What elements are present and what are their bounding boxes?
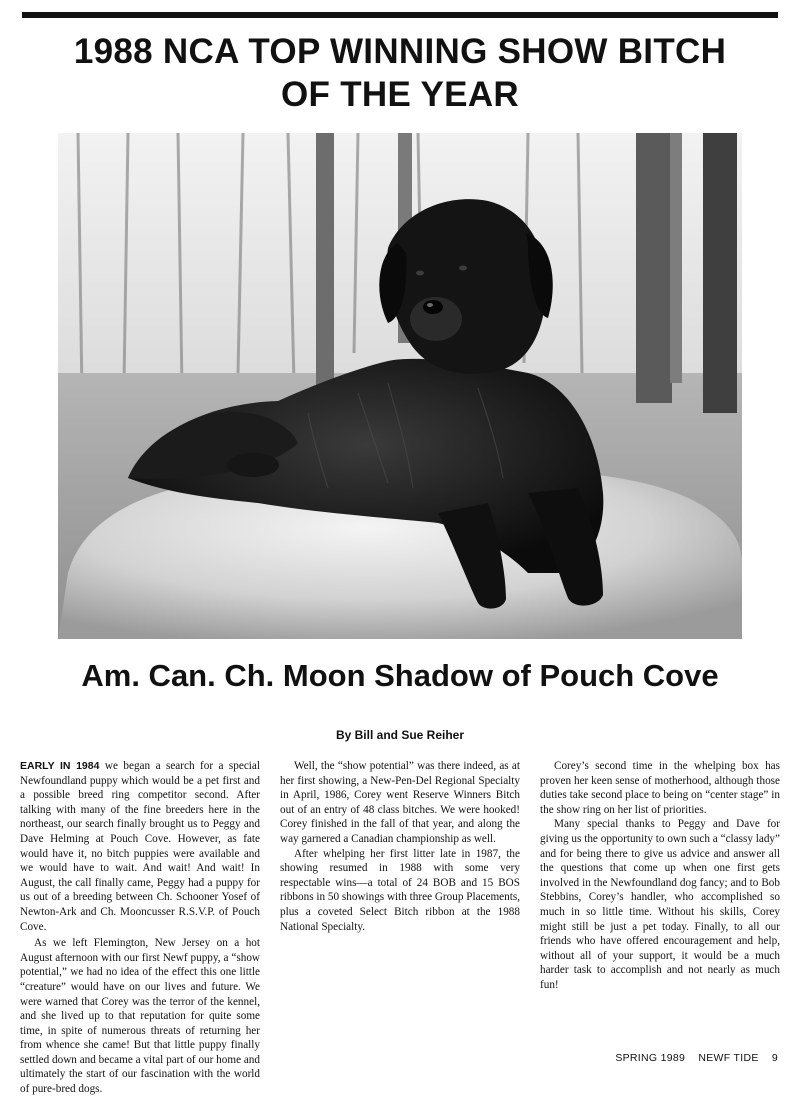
photo-caption-title: Am. Can. Ch. Moon Shadow of Pouch Cove	[81, 658, 719, 693]
footer-issue: SPRING 1989	[615, 1052, 686, 1064]
headline-line-2: OF THE YEAR	[281, 75, 519, 114]
article-column-3	[540, 759, 780, 1049]
paragraph-5: Corey’s second time in the whelping box has proven her keen sense of motherhood, although those duties take second place to being on “center stage” in the show ring on her list of priorities.	[540, 760, 780, 816]
paragraph-3: Well, the “show potential” was there indeed, as at her first showing, a New-Pen-Del Regional Specialty in April, 1986, Corey went Reserve Winners Bitch out of an entry of 48 class bitches. We were hooked! Corey finished in the fall of that year, and along the way garnered a Canadian championship as well.	[280, 760, 520, 845]
headline	[0, 30, 800, 116]
article-column-1	[20, 759, 260, 1096]
headline-line-1: 1988 NCA TOP WINNING SHOW BITCH	[73, 32, 727, 71]
paragraph-6: Many special thanks to Peggy and Dave for giving us the opportunity to own such a “classy lady” and for being there to give us advice and answer all the questions that come up when one first gets involved in the Newfoundland dog fancy; and to Bob Stebbins, Corey’s handler, who accomplished so much in so little time. Without his skills, Corey might still be just a pet today. Finally, to all our friends who have offered encouragement and help, without all of your support, it would be a much harder task to accomplish and not nearly as much fun!	[540, 818, 780, 991]
lead-in: EARLY IN 1984	[20, 760, 100, 772]
paragraph-4: After whelping her first litter late in 1987, the showing resumed in 1988 with some very respectable wins—a total of 24 BOB and 15 BOS ribbons in 50 showings with three Group Placements, plus a coveted Select Bitch ribbon at the 1988 National Specialty.	[280, 847, 520, 933]
footer-publication: NEWF TIDE	[698, 1052, 759, 1064]
article-column-2	[280, 759, 520, 1049]
photo-newfoundland-dog-on-rock	[58, 133, 742, 639]
byline: By Bill and Sue Reiher	[335, 728, 465, 742]
top-rule	[22, 12, 778, 18]
page-footer	[605, 1052, 778, 1064]
footer-page-number: 9	[771, 1052, 778, 1064]
paragraph-1-text: we began a search for a special Newfoundland puppy which would be a pet first and a possible breed ring competitor second. After talking with many of the fine breeders here in the northeast, our search finally brought us to Peggy and Dave Helming at Pouch Cove. However, as fate would have it, no bitch puppies were available and we would have to wait. And wait! And wait! In August, the call finally came, Peggy had a puppy for us out of a breeding between Ch. Schooner Yosef of Newton-Ark and Ch. Mooncusser R.S.V.P. of Pouch Cove.	[20, 760, 260, 933]
paragraph-1	[20, 759, 260, 934]
paragraph-2: As we left Flemington, New Jersey on a hot August afternoon with our first Newf puppy, a “show potential,” we had no idea of the effect this one little “creature” would have on our lives and future. We were warned that Corey was the terror of the kennel, and she lived up to that reputation for quite some time, in spite of numerous threats of returning her from whence she came! But that little puppy finally settled down and became a vital part of our home and ultimately the start of our fascination with the world of pure-bred dogs.	[20, 937, 260, 1096]
